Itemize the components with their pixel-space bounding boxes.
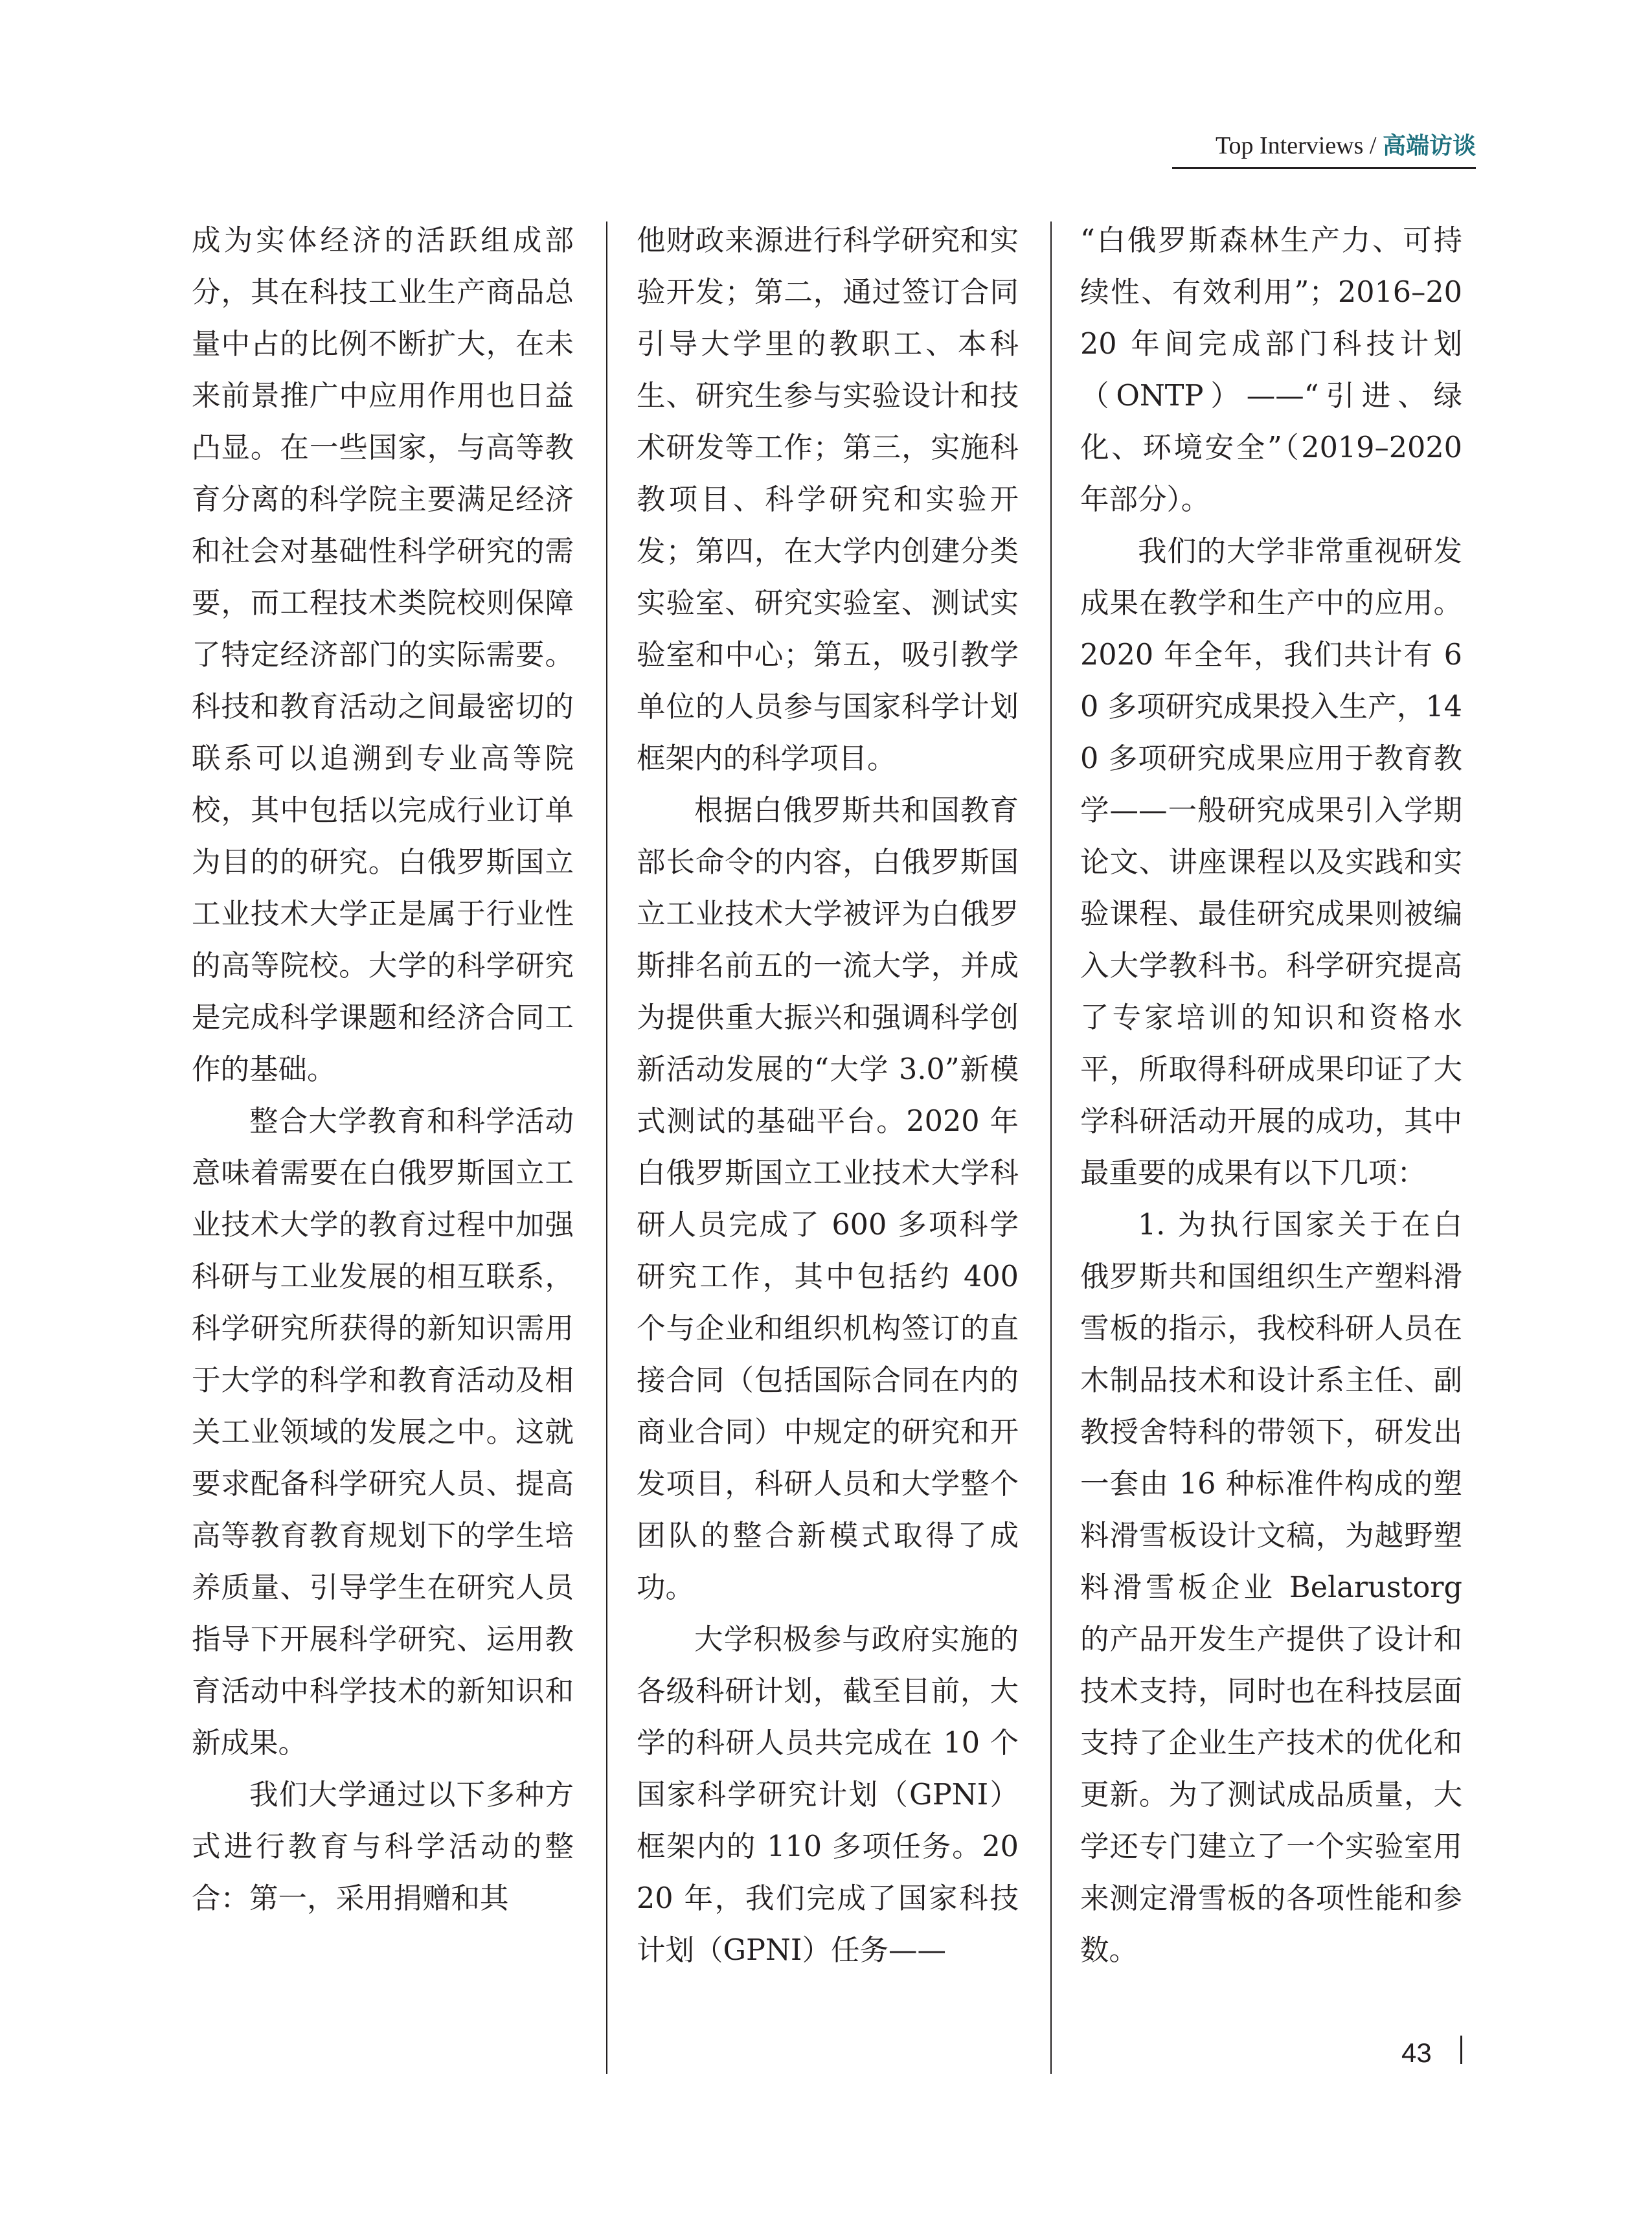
- header-section-en: Top Interviews: [1215, 132, 1364, 159]
- paragraph: 1. 为执行国家关于在白俄罗斯共和国组织生产塑料滑雪板的指示，我校科研人员在木制品技术和设计系主任、副教授舍特科的带领下，研发出一套由 16 种标准件构成的塑料滑雪板设计文稿，为越野塑料滑雪板企业 Belarustorg 的产品开发生产提供了设计和技术支持，同时也在科技层面支持了企业生产技术的优化和更新。为了测试成品质量，大学还专门建立了一个实验室用来测定滑雪板的各项性能和参数。: [1080, 1209, 1462, 1967]
- paragraph: 整合大学教育和科学活动意味着需要在白俄罗斯国立工业技术大学的教育过程中加强科研与工业发展的相互联系，科学研究所获得的新知识需用于大学的科学和教育活动及相关工业领域的发展之中。这就要求配备科学研究人员、提高高等教育教育规划下的学生培养质量、引导学生在研究人员指导下开展科学研究、运用教育活动中科学技术的新知识和新成果。: [192, 1105, 574, 1760]
- header-section-cn: 高端访谈: [1382, 132, 1476, 159]
- paragraph: 他财政来源进行科学研究和实验开发；第二，通过签订合同引导大学里的教职工、本科生、研究生参与实验设计和技术研发等工作；第三，实施科教项目、科学研究和实验开发；第四，在大学内创建分类实验室、研究实验室、测试实验室和中心；第五，吸引教学单位的人员参与国家科学计划框架内的科学项目。: [637, 224, 1019, 775]
- column-divider: [606, 221, 607, 2074]
- paragraph: “白俄罗斯森林生产力、可持续性、有效利用”；2016–2020 年间完成部门科技计划（ONTP）——“引进、绿化、环境安全”（2019–2020 年部分）。: [1080, 224, 1462, 516]
- text-column-3: [1080, 215, 1462, 1977]
- page-number: 43: [1401, 2038, 1432, 2068]
- text-column-1: [192, 215, 574, 1925]
- paragraph: 我们的大学非常重视研发成果在教学和生产中的应用。2020 年全年，我们共计有 60 多项研究成果投入生产，140 多项研究成果应用于教育教学——一般研究成果引入学期论文、讲座课程以及实践和实验课程、最佳研究成果则被编入大学教科书。科学研究提高了专家培训的知识和资格水平，所取得科研成果印证了大学科研活动开展的成功，其中最重要的成果有以下几项：: [1080, 535, 1462, 1190]
- header-separator: /: [1363, 132, 1383, 159]
- column-divider: [1050, 221, 1052, 2074]
- header-rule: [1172, 167, 1476, 169]
- running-header: [1216, 130, 1476, 166]
- text-column-2: [637, 215, 1019, 1977]
- paragraph: 大学积极参与政府实施的各级科研计划，截至目前，大学的科研人员共完成在 10 个国家科学研究计划（GPNI）框架内的 110 多项任务。2020 年，我们完成了国家科技计划（GPNI）任务——: [637, 1623, 1019, 1967]
- page-number-tick: [1460, 2036, 1462, 2064]
- paragraph: 根据白俄罗斯共和国教育部长命令的内容，白俄罗斯国立工业技术大学被评为白俄罗斯排名前五的一流大学，并成为提供重大振兴和强调科学创新活动发展的“大学 3.0”新模式测试的基础平台。2020 年白俄罗斯国立工业技术大学科研人员完成了 600 多项科学研究工作，其中包括约 400 个与企业和组织机构签订的直接合同（包括国际合同在内的商业合同）中规定的研究和开发项目，科研人员和大学整个团队的整合新模式取得了成功。: [637, 794, 1019, 1604]
- paragraph: 成为实体经济的活跃组成部分，其在科技工业生产商品总量中占的比例不断扩大，在未来前景推广中应用作用也日益凸显。在一些国家，与高等教育分离的科学院主要满足经济和社会对基础性科学研究的需要，而工程技术类院校则保障了特定经济部门的实际需要。科技和教育活动之间最密切的联系可以追溯到专业高等院校，其中包括以完成行业订单为目的的研究。白俄罗斯国立工业技术大学正是属于行业性的高等院校。大学的科学研究是完成科学课题和经济合同工作的基础。: [192, 224, 574, 1086]
- paragraph: 我们大学通过以下多种方式进行教育与科学活动的整合：第一，采用捐赠和其: [192, 1778, 574, 1915]
